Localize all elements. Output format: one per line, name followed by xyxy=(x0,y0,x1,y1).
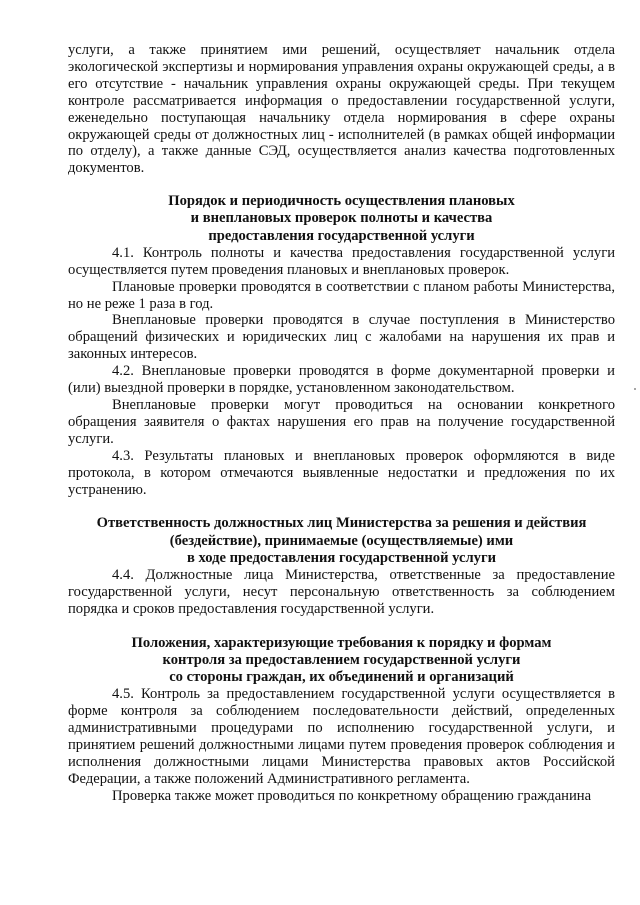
section-2-heading-line: Ответственность должностных лиц Министерства за решения и действия xyxy=(96,515,587,532)
paragraph-unplanned-checks: Внеплановые проверки проводятся в случае поступления в Министерство обращений физических и юридических лиц с жалобами на нарушения их прав и законных интересов. xyxy=(68,312,615,363)
document-page xyxy=(68,42,615,805)
section-1-heading-line: предоставления государственной услуги xyxy=(208,227,475,244)
section-2-heading-line: в ходе предоставления государственной услуги xyxy=(186,549,497,566)
section-3-heading xyxy=(68,635,615,687)
section-1-heading xyxy=(68,193,615,245)
section-3-heading-line: Положения, характеризующие требования к порядку и формам xyxy=(131,634,552,651)
spacer xyxy=(68,498,615,515)
paragraph-4-4: 4.4. Должностные лица Министерства, ответственные за предоставление государственной услуги, несут персональную ответственность за соблюдением порядка и сроков предоставления государственной услуги. xyxy=(68,567,615,617)
paragraph-4-2: 4.2. Внеплановые проверки проводятся в форме документарной проверки и (или) выездной проверки в порядке, установленном законодательством. xyxy=(68,363,615,397)
paragraph-planned-checks: Плановые проверки проводятся в соответствии с планом работы Министерства, но не реже 1 раза в год. xyxy=(68,278,615,312)
section-2-heading-line: (бездействие), принимаемые (осуществляемые) ими xyxy=(169,532,514,549)
paragraph-4-3: 4.3. Результаты плановых и внеплановых проверок оформляются в виде протокола, в котором отмечаются выявленные недостатки и предложения по их устранению. xyxy=(68,447,615,498)
scan-margin-mark xyxy=(634,388,636,390)
paragraph-4-5: 4.5. Контроль за предоставлением государственной услуги осуществляется в форме контроля за соблюдением последовательности действий, определенных административными процедурами по исполнению государственной услуги, и принятием решений должностными лицами путем проведения проверок соблюдения и исполнения должностными лицами Министерства правовых актов Российской Федерации, а также положений Административного регламента. xyxy=(68,686,615,787)
paragraph-citizen-check: Проверка также может проводиться по конкретному обращению гражданина xyxy=(112,787,592,804)
section-1-heading-line: Порядок и периодичность осуществления плановых xyxy=(168,193,515,210)
section-1-heading-line: и внеплановых проверок полноты и качества xyxy=(190,210,493,227)
spacer xyxy=(68,618,615,635)
section-3-heading-line: со стороны граждан, их объединений и организаций xyxy=(169,669,514,686)
paragraph-unplanned-basis: Внеплановые проверки могут проводиться на основании конкретного обращения заявителя о фактах нарушения его прав на получение государственной услуги. xyxy=(68,397,615,447)
section-3-heading-line: контроля за предоставлением государственной услуги xyxy=(162,651,521,668)
section-2-heading xyxy=(68,515,615,567)
spacer xyxy=(68,177,615,193)
intro-paragraph: услуги, а также принятием ими решений, осуществляет начальник отдела экологической экспертизы и нормирования управления охраны окружающей среды, а в его отсутствие - начальник управления охраны окружающей среды. При текущем контроле рассматривается информация о предоставлении государственной услуги, еженедельно поступающая начальнику отдела нормирования в сфере охраны окружающей среды от должностных лиц - исполнителей (в рамках общей информации по отделу), а также данные СЭД, осуществляется анализ качества подготовленных документов. xyxy=(68,42,615,177)
paragraph-4-1: 4.1. Контроль полноты и качества предоставления государственной услуги осуществляется путем проведения плановых и внеплановых проверок. xyxy=(68,244,615,278)
